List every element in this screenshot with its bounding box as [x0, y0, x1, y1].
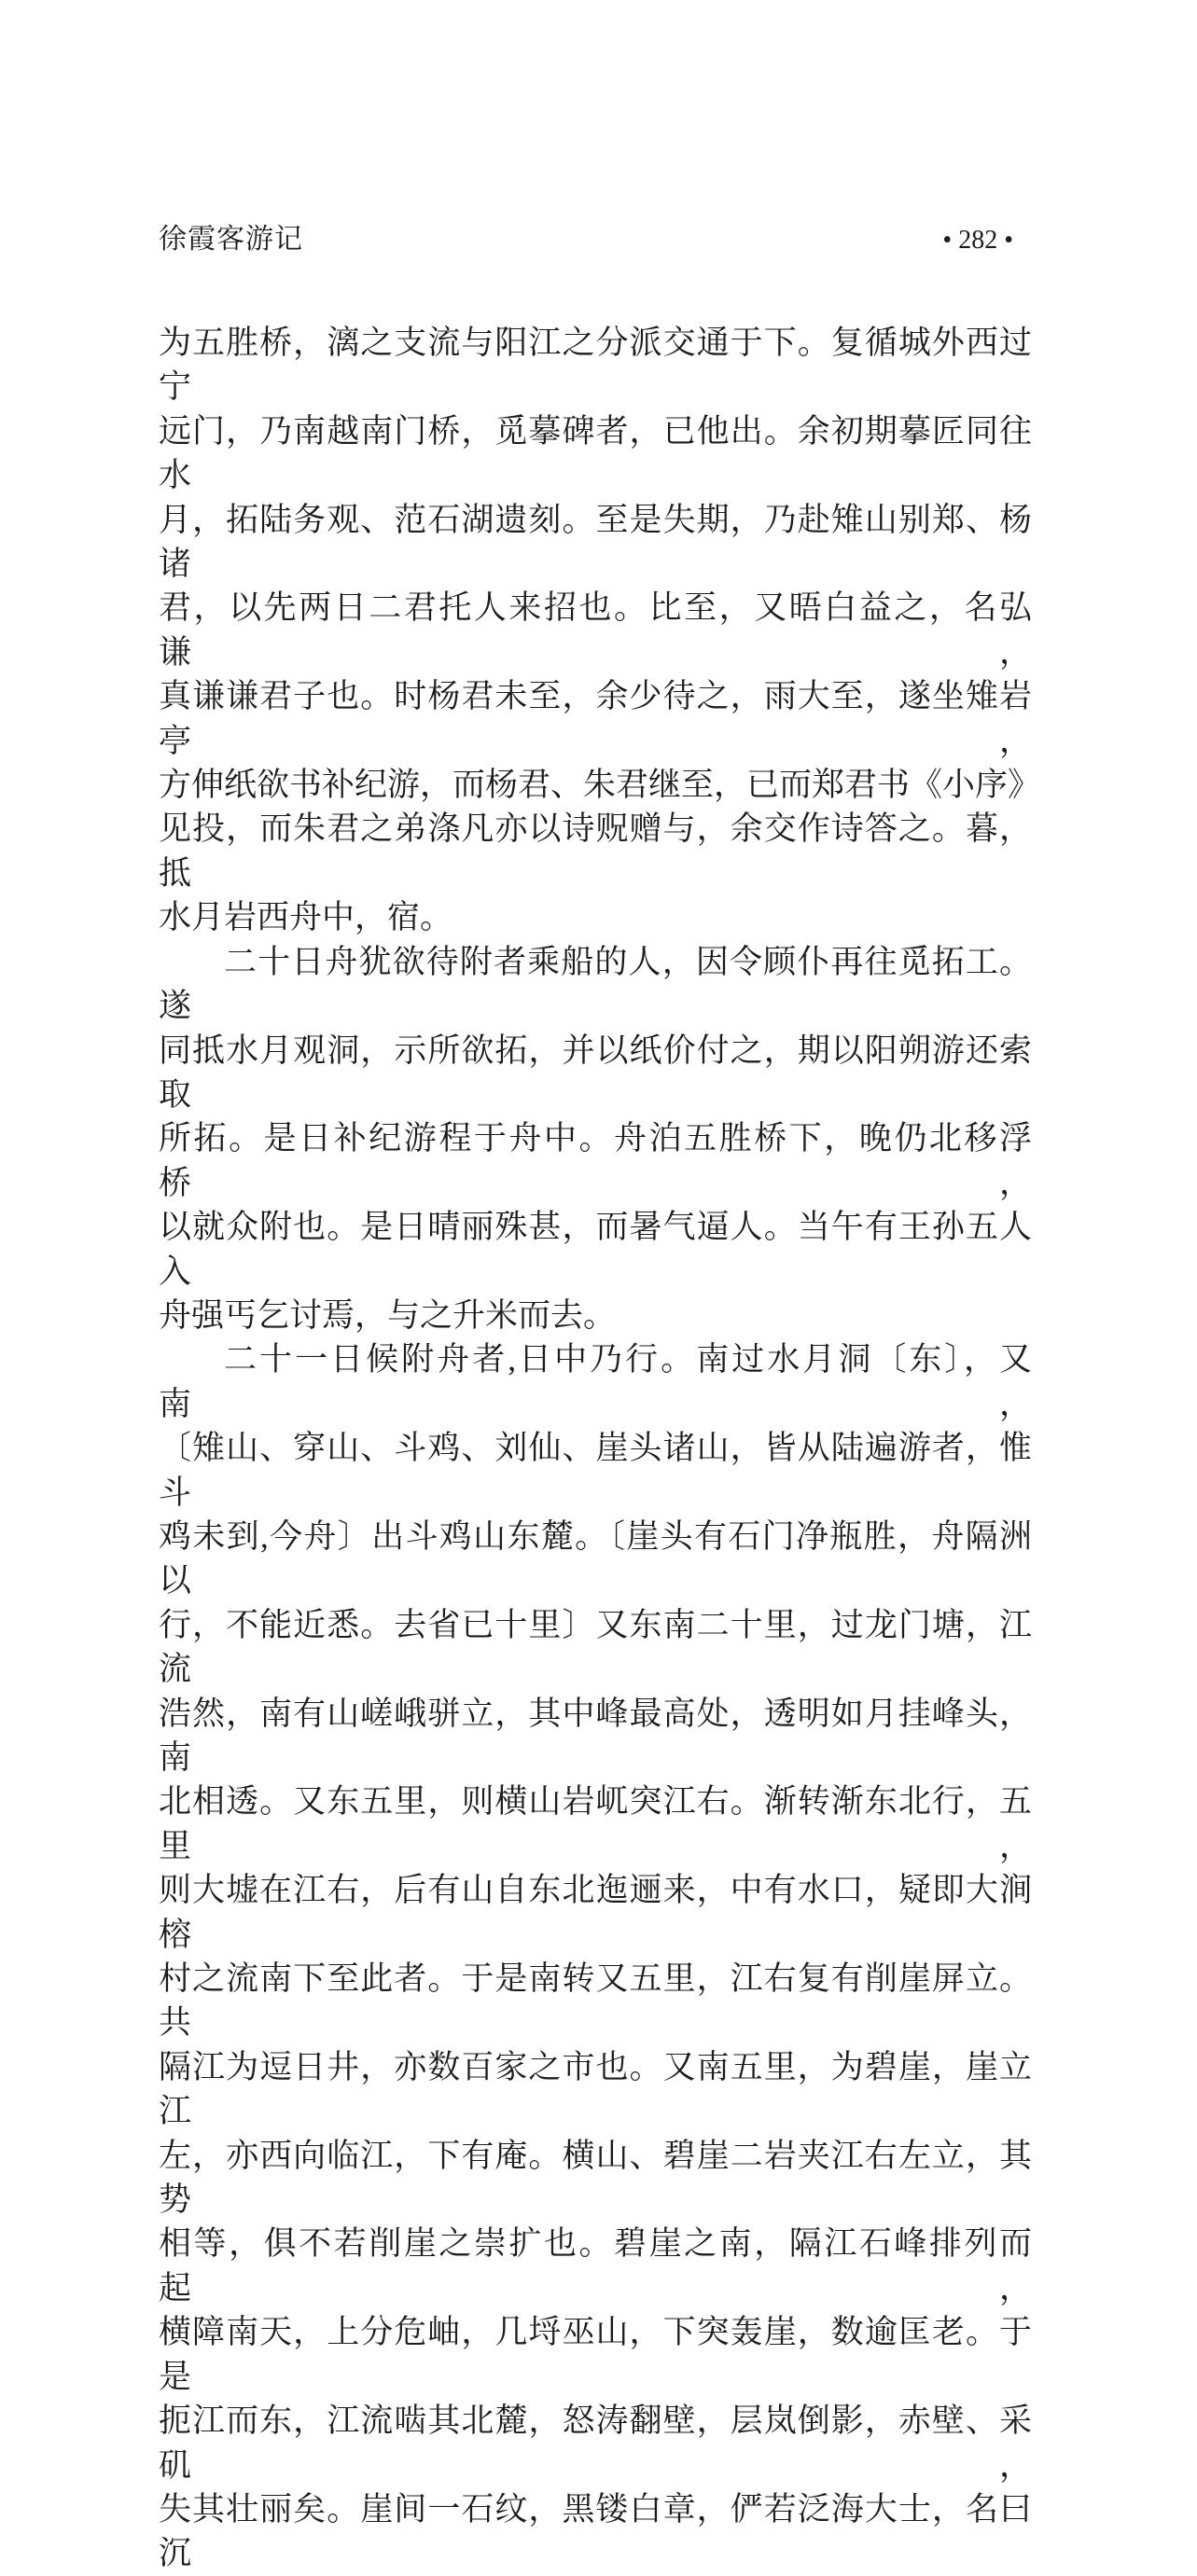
text-line: 月，拓陆务观、范石湖遗刻。至是失期，乃赴雉山别郑、杨诸	[159, 501, 1032, 583]
text-line: 北相透。又东五里，则横山岩屼突江右。渐转渐东北行，五里，	[159, 1783, 1032, 1864]
text-line: 横障南天，上分危岫，几埒巫山，下突轰崖，数逾匡老。于是	[159, 2314, 1032, 2395]
text-line: 则大墟在江右，后有山自东北迤逦来，中有水口，疑即大涧榕	[159, 1872, 1032, 1953]
text-line: 失其壮丽矣。崖间一石纹，黑镂白章，俨若泛海大士，名曰沉	[159, 2490, 1032, 2572]
text-line: 〔雉山、穿山、斗鸡、刘仙、崖头诸山，皆从陆遍游者，惟斗	[159, 1430, 1032, 1511]
text-line: 隔江为逗日井，亦数百家之市也。又南五里，为碧崖，崖立江	[159, 2048, 1032, 2130]
text-line: 为五胜桥，漓之支流与阳江之分派交通于下。复循城外西过宁	[159, 325, 1032, 406]
text-line: 远门，乃南越南门桥，觅摹碑者，已他出。余初期摹匠同往水	[159, 412, 1032, 494]
text-line: 扼江而东，江流啮其北麓，怒涛翻壁，层岚倒影，赤壁、采矶，	[159, 2403, 1032, 2484]
text-line: 村之流南下至此者。于是南转又五里，江右复有削崖屏立。共	[159, 1960, 1032, 2042]
text-line: 真谦谦君子也。时杨君未至，余少待之，雨大至，遂坐雉岩亭，	[159, 678, 1032, 759]
text-line: 水月岩西舟中，宿。	[159, 899, 453, 936]
text-line: 方伸纸欲书补纪游，而杨君、朱君继至，已而郑君书《小序》	[159, 767, 1041, 804]
text-line: 所拓。是日补纪游程于舟中。舟泊五胜桥下，晚仍北移浮桥，	[159, 1120, 1032, 1201]
page-number: • 282 •	[942, 226, 1013, 255]
text-line: 浩然，南有山嵯峨骈立，其中峰最高处，透明如月挂峰头，南	[159, 1695, 1032, 1776]
text-line: 相等，俱不若削崖之崇扩也。碧崖之南，隔江石峰排列而起，	[159, 2225, 1032, 2306]
text-line: 同抵水月观洞，示所欲拓，并以纸价付之，期以阳朔游还索取	[159, 1032, 1032, 1113]
text-line: 左，亦西向临江，下有庵。横山、碧崖二岩夹江右左立，其势	[159, 2137, 1032, 2219]
text-line: 行，不能近悉。去省已十里〕又东南二十里，过龙门塘，江流	[159, 1606, 1032, 1688]
text-line: 二十一日候附舟者,日中乃行。南过水月洞〔东〕，又南，	[159, 1341, 1032, 1422]
book-title: 徐霞客游记	[159, 224, 303, 255]
text-line: 见投，而朱君之弟涤凡亦以诗贶赠与，余交作诗答之。暮，抵	[159, 810, 1032, 892]
page-header	[159, 215, 1032, 256]
text-line: 君，以先两日二君托人来招也。比至，又晤白益之，名弘谦，	[159, 589, 1032, 671]
text-line: 舟强丐乞讨焉，与之升米而去。	[159, 1296, 617, 1334]
text-line: 以就众附也。是日晴丽殊甚，而暑气逼人。当午有王孙五人入	[159, 1209, 1032, 1290]
page-body	[159, 321, 1041, 2576]
text-line: 二十日舟犹欲待附者乘船的人，因令顾仆再往觅拓工。遂	[159, 943, 1032, 1025]
text-line: 鸡未到,今舟〕出斗鸡山东麓。〔崖头有石门净瓶胜，舟隔洲以	[159, 1517, 1032, 1600]
